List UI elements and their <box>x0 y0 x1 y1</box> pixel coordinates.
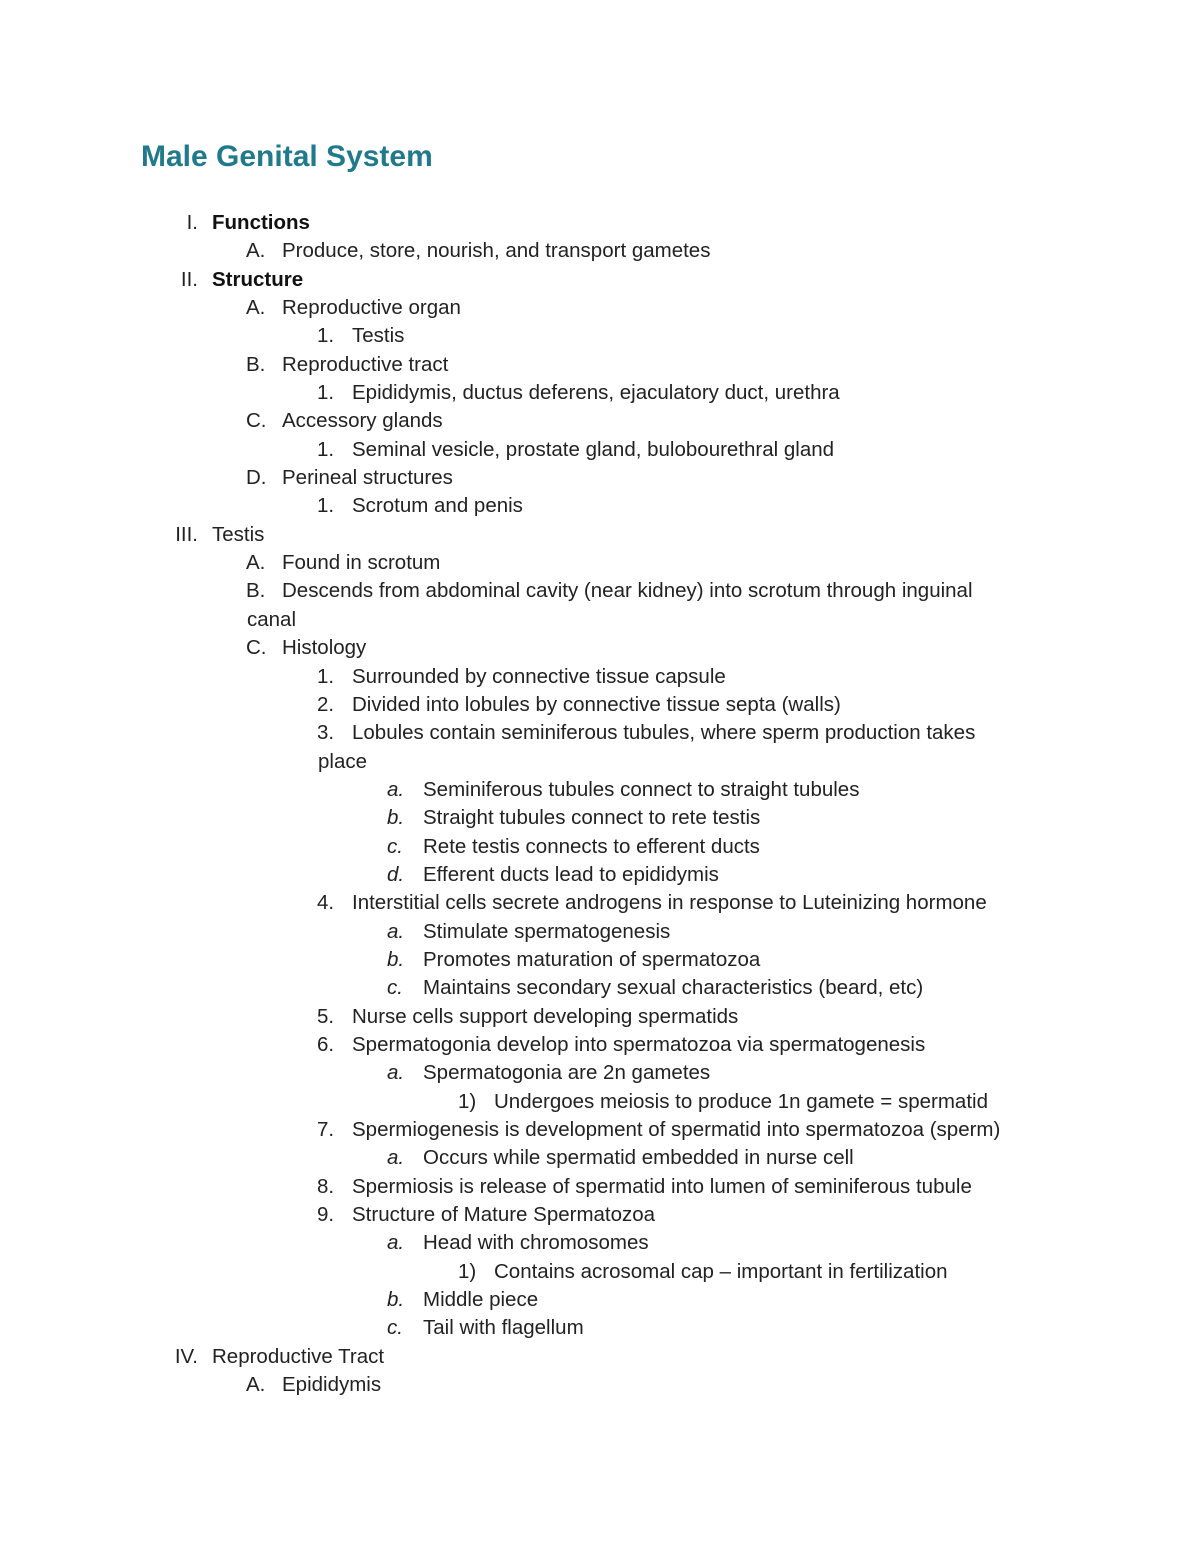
outline-marker: b. <box>387 1288 405 1312</box>
outline-text: Occurs while spermatid embedded in nurse cell <box>423 1146 854 1170</box>
outline-item <box>0 237 1200 265</box>
outline-marker: D. <box>246 466 267 490</box>
outline-text: Stimulate spermatogenesis <box>423 919 671 943</box>
outline-item <box>0 266 1200 294</box>
outline-item <box>0 1286 1200 1314</box>
outline-text: Undergoes meiosis to produce 1n gamete = spermatid <box>494 1089 988 1113</box>
outline-text: Reproductive Tract <box>212 1344 385 1368</box>
outline-item <box>0 436 1200 464</box>
outline-text: Perineal structures <box>282 466 453 490</box>
outline-text: Middle piece <box>423 1288 539 1312</box>
outline-text: Divided into lobules by connective tissue septa (walls) <box>352 692 841 716</box>
outline-text: Testis <box>212 522 265 546</box>
outline-item <box>0 1314 1200 1342</box>
outline-item <box>0 833 1200 861</box>
outline-text: Spermatogonia develop into spermatozoa via spermatogenesis <box>352 1032 926 1056</box>
outline-marker: 7. <box>317 1118 335 1141</box>
outline-marker: a. <box>387 777 405 801</box>
outline-item <box>0 464 1200 492</box>
outline-text: Structure <box>212 267 304 291</box>
outline-item <box>0 918 1200 946</box>
outline-marker: 1. <box>317 437 335 461</box>
outline-item <box>0 379 1200 407</box>
outline-marker: c. <box>387 1316 403 1340</box>
outline-continuation-text: place <box>318 749 368 773</box>
outline-text: Scrotum and penis <box>352 494 523 518</box>
outline-text: Seminiferous tubules connect to straight tubules <box>423 777 860 801</box>
outline-marker: 1. <box>317 664 335 688</box>
outline-marker: B. <box>246 579 266 603</box>
outline-text: Produce, store, nourish, and transport gametes <box>282 239 711 263</box>
outline-item <box>0 577 1200 605</box>
outline-item <box>0 1059 1200 1087</box>
outline-text: Seminal vesicle, prostate gland, bulobourethral gland <box>352 437 835 461</box>
outline-marker: A. <box>246 551 266 575</box>
outline-item <box>0 974 1200 1002</box>
outline-marker: 9. <box>317 1203 335 1227</box>
outline-marker: A. <box>246 1373 266 1397</box>
outline-marker: a. <box>387 919 405 943</box>
outline-item <box>0 1173 1200 1201</box>
outline-marker: C. <box>246 636 267 660</box>
outline-text: Testis <box>352 324 405 348</box>
outline-item <box>0 1371 1200 1399</box>
outline-item-continuation <box>0 748 1200 776</box>
outline-marker: 3. <box>317 721 335 745</box>
outline-marker: d. <box>387 862 405 886</box>
outline-marker: A. <box>246 296 266 320</box>
outline-marker: c. <box>387 834 403 858</box>
outline-marker: B. <box>246 352 266 376</box>
outline-text: Maintains secondary sexual characteristics (beard, etc) <box>423 976 924 1000</box>
outline-text: Epididymis, ductus deferens, ejaculatory duct, urethra <box>352 381 840 405</box>
outline-list <box>0 209 1200 1399</box>
outline-item <box>0 634 1200 662</box>
outline-continuation-text: canal <box>247 607 297 631</box>
outline-marker: 1. <box>317 324 335 348</box>
outline-marker: a. <box>387 1231 405 1255</box>
outline-text: Interstitial cells secrete androgens in response to Luteinizing hormone <box>352 891 987 915</box>
outline-marker: b. <box>387 806 405 830</box>
outline-text: Straight tubules connect to rete testis <box>423 806 761 830</box>
outline-item <box>0 663 1200 691</box>
outline-item <box>0 776 1200 804</box>
outline-text: Promotes maturation of spermatozoa <box>423 947 761 971</box>
outline-text: Spermiosis is release of spermatid into lumen of seminiferous tubule <box>352 1174 972 1198</box>
outline-text: Histology <box>282 636 367 660</box>
outline-item <box>0 322 1200 350</box>
outline-item <box>0 294 1200 322</box>
outline-marker: 1. <box>317 381 335 405</box>
outline-text: Descends from abdominal cavity (near kidney) into scrotum through inguinal <box>282 579 973 603</box>
outline-marker: IV. <box>174 1344 198 1368</box>
outline-marker: A. <box>246 239 266 263</box>
outline-item <box>0 1088 1200 1116</box>
outline-item <box>0 1003 1200 1031</box>
outline-text: Rete testis connects to efferent ducts <box>423 834 760 858</box>
outline-marker: a. <box>387 1146 405 1170</box>
outline-marker: 6. <box>317 1032 335 1056</box>
outline-marker: 1. <box>317 494 335 518</box>
outline-item <box>0 407 1200 435</box>
outline-text: Reproductive organ <box>282 296 461 320</box>
outline-item <box>0 1031 1200 1059</box>
outline-item <box>0 1343 1200 1371</box>
outline-marker: III. <box>175 522 198 546</box>
outline-text: Found in scrotum <box>282 551 441 575</box>
outline-item <box>0 861 1200 889</box>
outline-item <box>0 492 1200 520</box>
outline-text: Accessory glands <box>282 409 443 433</box>
outline-text: Spermatogonia are 2n gametes <box>423 1061 711 1085</box>
outline-marker: 1) <box>458 1089 477 1113</box>
outline-marker: I. <box>186 211 198 234</box>
outline-text: Epididymis <box>282 1373 382 1397</box>
outline-marker: C. <box>246 409 267 433</box>
outline-item <box>0 1144 1200 1172</box>
outline-item <box>0 946 1200 974</box>
outline-marker: 5. <box>317 1004 335 1028</box>
outline-text: Functions <box>212 211 310 234</box>
outline-text: Lobules contain seminiferous tubules, where sperm production takes <box>352 721 976 745</box>
outline-marker: a. <box>387 1061 405 1085</box>
outline-item <box>0 1258 1200 1286</box>
outline-text: Spermiogenesis is development of spermatid into spermatozoa (sperm) <box>352 1118 1001 1141</box>
outline-item <box>0 889 1200 917</box>
outline-item <box>0 804 1200 832</box>
outline-text: Structure of Mature Spermatozoa <box>352 1203 656 1227</box>
outline-item <box>0 719 1200 747</box>
outline-item <box>0 1201 1200 1229</box>
outline-text: Surrounded by connective tissue capsule <box>352 664 726 688</box>
outline-text: Reproductive tract <box>282 352 449 376</box>
outline-marker: 4. <box>317 891 335 915</box>
outline-item <box>0 1116 1200 1144</box>
outline-text: Head with chromosomes <box>423 1231 649 1255</box>
document-title: Male Genital System <box>141 140 433 173</box>
outline-text: Contains acrosomal cap – important in fertilization <box>494 1259 948 1283</box>
outline-text: Nurse cells support developing spermatids <box>352 1004 739 1028</box>
outline-marker: c. <box>387 976 403 1000</box>
outline-item <box>0 1229 1200 1257</box>
outline-item <box>0 549 1200 577</box>
outline-marker: 1) <box>458 1259 477 1283</box>
outline-marker: 2. <box>317 692 335 716</box>
outline-text: Tail with flagellum <box>423 1316 584 1340</box>
outline-item <box>0 351 1200 379</box>
outline-item <box>0 691 1200 719</box>
outline-item-continuation <box>0 606 1200 634</box>
outline-marker: 8. <box>317 1174 335 1198</box>
outline-marker: II. <box>180 267 198 291</box>
outline-item <box>0 209 1200 237</box>
outline-marker: b. <box>387 947 405 971</box>
outline-item <box>0 521 1200 549</box>
outline-text: Efferent ducts lead to epididymis <box>423 862 719 886</box>
